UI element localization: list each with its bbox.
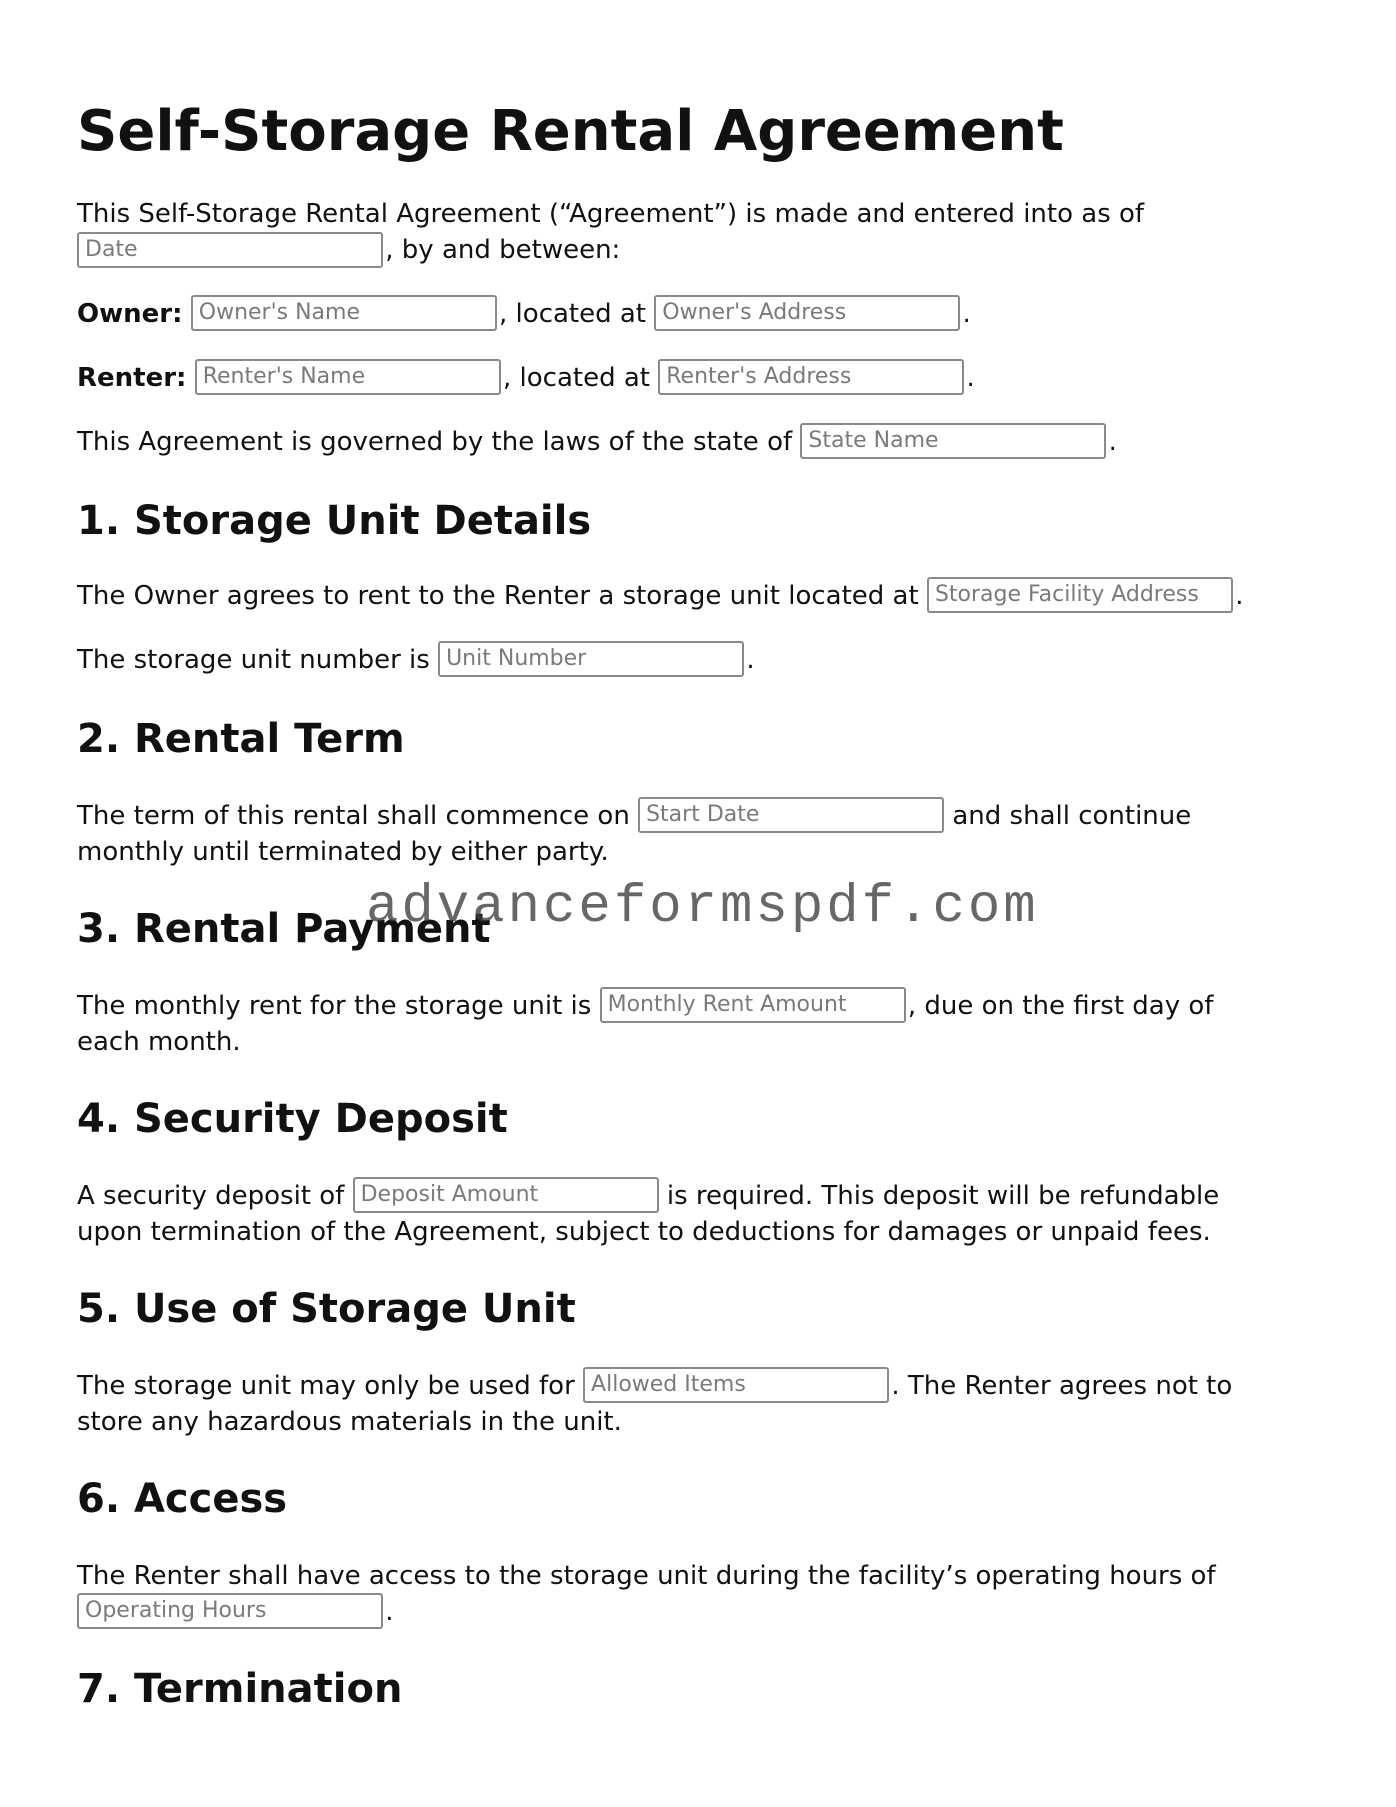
state-name-field[interactable] xyxy=(800,423,1106,459)
owner-address-field[interactable] xyxy=(654,295,960,331)
section-heading-term: 2. Rental Term xyxy=(77,716,405,762)
payment-text-before: The monthly rent for the storage unit is xyxy=(77,991,592,1021)
owner-label: Owner: xyxy=(77,299,183,329)
access-paragraph xyxy=(77,1558,1277,1630)
unit-number-text: The storage unit number is xyxy=(77,645,430,675)
payment-paragraph xyxy=(77,988,1277,1060)
use-text-after: . The Renter agrees not to store any hazardous materials in the unit. xyxy=(77,1371,1233,1437)
renter-located-at: , located at xyxy=(502,363,650,393)
governing-text: This Agreement is governed by the laws of the state of xyxy=(77,427,793,457)
intro-text: This Self-Storage Rental Agreement (“Agreement”) is made and entered into as of xyxy=(77,199,1145,229)
owner-line xyxy=(77,296,1327,332)
renter-end: . xyxy=(966,363,975,393)
agreement-document xyxy=(77,92,1327,1714)
renter-name-field[interactable] xyxy=(195,359,501,395)
monthly-rent-field[interactable] xyxy=(600,987,906,1023)
access-end: . xyxy=(385,1597,394,1627)
deposit-paragraph xyxy=(77,1178,1277,1250)
renter-line xyxy=(77,360,1327,396)
deposit-text-after: is required. This deposit will be refundable upon termination of the Agreement, subject to deductions for damages or unpaid fees. xyxy=(77,1181,1220,1247)
section-heading-payment: 3. Rental Payment xyxy=(77,906,491,952)
renter-address-field[interactable] xyxy=(658,359,964,395)
section-heading-termination: 7. Termination xyxy=(77,1666,403,1712)
term-paragraph xyxy=(77,798,1277,870)
term-text-after: and shall continue monthly until terminated by either party. xyxy=(77,801,1192,867)
deposit-amount-field[interactable] xyxy=(353,1177,659,1213)
use-paragraph xyxy=(77,1368,1277,1440)
section-heading-deposit: 4. Security Deposit xyxy=(77,1096,508,1142)
unit-number-line xyxy=(77,642,1327,678)
use-text-before: The storage unit may only be used for xyxy=(77,1371,575,1401)
unit-location-line xyxy=(77,578,1327,614)
unit-location-end: . xyxy=(1235,581,1244,611)
unit-location-text: The Owner agrees to rent to the Renter a storage unit located at xyxy=(77,581,919,611)
owner-end: . xyxy=(962,299,971,329)
renter-label: Renter: xyxy=(77,363,187,393)
watermark-text: advanceformspdf.com xyxy=(366,877,1039,938)
section-heading-access: 6. Access xyxy=(77,1476,288,1522)
date-field[interactable] xyxy=(77,232,383,268)
owner-name-field[interactable] xyxy=(191,295,497,331)
storage-facility-address-field[interactable] xyxy=(927,577,1233,613)
unit-number-end: . xyxy=(746,645,755,675)
governing-end: . xyxy=(1108,427,1117,457)
start-date-field[interactable] xyxy=(638,797,944,833)
intro-text-after: , by and between: xyxy=(385,235,621,265)
section-heading-use: 5. Use of Storage Unit xyxy=(77,1286,576,1332)
unit-number-field[interactable] xyxy=(438,641,744,677)
intro-paragraph xyxy=(77,196,1227,268)
allowed-items-field[interactable] xyxy=(583,1367,889,1403)
deposit-text-before: A security deposit of xyxy=(77,1181,345,1211)
owner-located-at: , located at xyxy=(499,299,647,329)
governing-line xyxy=(77,424,1327,460)
payment-text-after: , due on the first day of each month. xyxy=(77,991,1214,1057)
operating-hours-field[interactable] xyxy=(77,1593,383,1629)
section-heading-unit: 1. Storage Unit Details xyxy=(77,498,592,544)
document-title: Self-Storage Rental Agreement xyxy=(77,99,1064,164)
term-text-before: The term of this rental shall commence on xyxy=(77,801,630,831)
access-text-before: The Renter shall have access to the storage unit during the facility’s operating hours of xyxy=(77,1561,1216,1591)
